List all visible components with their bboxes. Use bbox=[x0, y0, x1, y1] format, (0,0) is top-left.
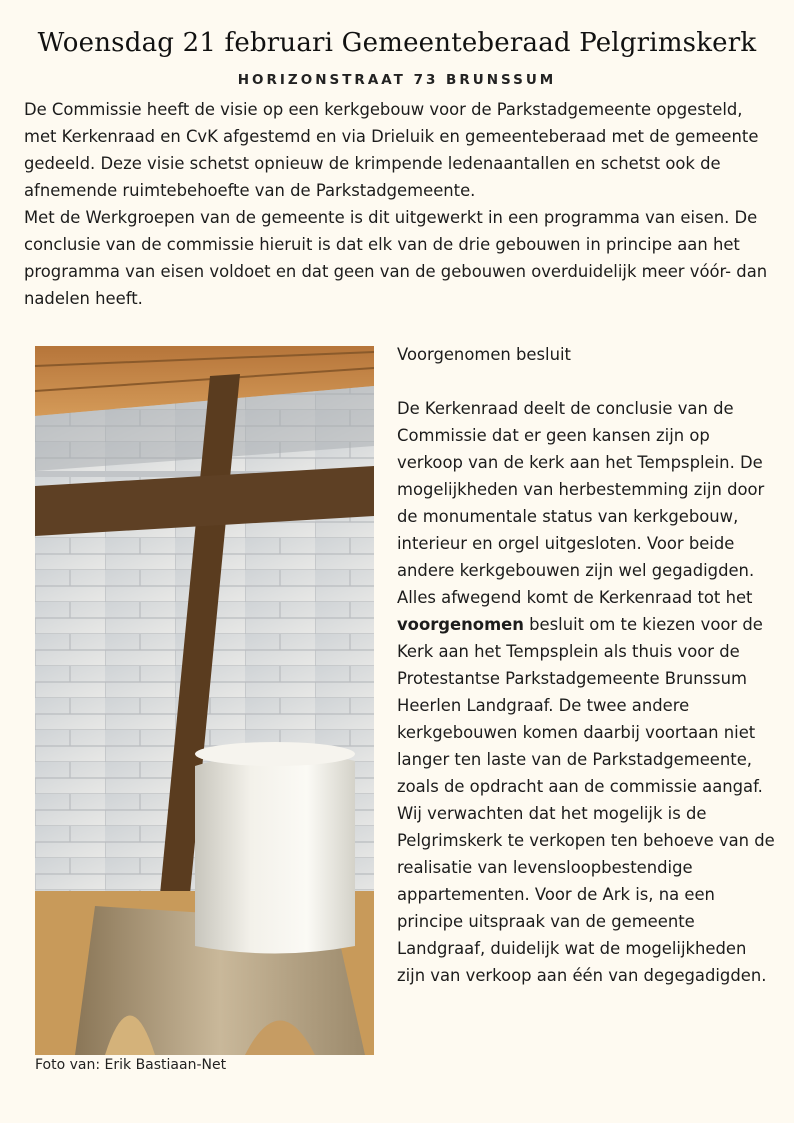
intro-paragraph-1: De Commissie heeft de visie op een kerkgebouw voor de Parkstadgemeente opgesteld, met Kerkenraad en CvK afgestemd en via Drieluik en gemeenteberaad met de gemeente gedeeld. Deze visie schetst opnieuw de krimpende ledenaantallen en schetst ook de afnemende ruimtebehoefte van de Parkstadgemeente. bbox=[24, 100, 759, 200]
address-subtitle: HORIZONSTRAAT 73 BRUNSSUM bbox=[237, 72, 557, 88]
cross-candle-photo bbox=[35, 346, 374, 1055]
decision-paragraph-2 bbox=[397, 584, 777, 989]
intro-text bbox=[24, 96, 774, 312]
decision-text-before: Alles afwegend komt de Kerkenraad tot het bbox=[397, 588, 753, 607]
decision-paragraph-1: De Kerkenraad deelt de conclusie van de Commissie dat er geen kansen zijn op verkoop van de kerk aan het Tempsplein. De mogelijkheden van herbestemming zijn door de monumentale status van kerkgebouw, interieur en orgel uitgesloten. Voor beide andere kerkgebouwen zijn wel gegadigden. bbox=[397, 399, 765, 580]
page-title: Woensdag 21 februari Gemeenteberaad Pelgrimskerk bbox=[37, 28, 757, 58]
paragraph-spacer bbox=[397, 368, 777, 395]
intro-paragraph-2: Met de Werkgroepen van de gemeente is dit uitgewerkt in een programma van eisen. De conclusie van de commissie hieruit is dat elk van de drie gebouwen in principe aan het programma van eisen voldoet en dat geen van de gebouwen overduidelijk meer vóór- dan nadelen heeft. bbox=[24, 208, 768, 308]
photo-illustration bbox=[35, 346, 374, 1055]
photo-caption: Foto van: Erik Bastiaan-Net bbox=[35, 1057, 227, 1073]
decision-section bbox=[397, 341, 777, 989]
decision-text-after: besluit om te kiezen voor de Kerk aan het Tempsplein als thuis voor de Protestantse Parkstadgemeente Brunssum Heerlen Landgraaf. De twee andere kerkgebouwen komen daarbij voortaan niet langer ten laste van de Parkstadgemeente, zoals de opdracht aan de commissie aangaf. Wij verwachten dat het mogelijk is de Pelgrimskerk te verkopen ten behoeve van de realisatie van levensloopbestendige appartementen. Voor de Ark is, na een principe uitspraak van de gemeente Landgraaf, duidelijk wat de mogelijkheden zijn van verkoop aan één van degegadigden. bbox=[397, 615, 775, 985]
decision-heading: Voorgenomen besluit bbox=[397, 345, 571, 364]
decision-emphasis: voorgenomen bbox=[397, 615, 524, 634]
